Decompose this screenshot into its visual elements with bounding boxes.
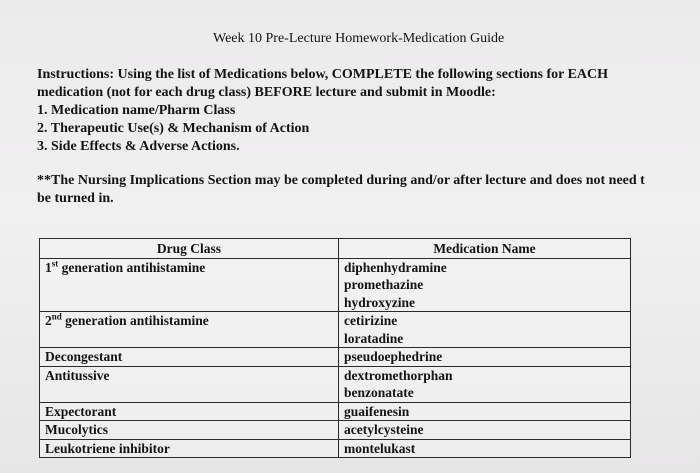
drug-class-cell [40,258,339,312]
medication-name: guaifenesin [344,403,410,419]
medication-name: benzonatate [344,385,414,400]
instructions-item-3: 3. Side Effects & Adverse Actions. [37,139,240,154]
medication-cell [339,366,631,402]
medication-name: loratadine [344,330,404,346]
nursing-implications-note [37,172,645,208]
medication-cell [339,439,631,458]
drug-class-cell: Decongestant [40,348,339,367]
table-row [40,439,631,458]
drug-class-cell: Antitussive [40,366,339,402]
class-ordinal-number: 1 [45,259,52,275]
table-row [40,348,631,367]
medication-name: diphenhydramine [344,259,447,275]
header-drug-class: Drug Class [40,239,339,259]
header-medication-name: Medication Name [339,239,631,259]
instructions-line-2: medication (not for each drug class) BEFORE lecture and submit in Moodle: [37,85,496,100]
drug-class-cell: Leukotriene inhibitor [40,439,339,458]
table-row [40,366,631,402]
medication-table [39,238,631,458]
medication-name: pseudoephedrine [344,349,443,364]
medication-name: cetirizine [344,313,398,328]
note-line-2: be turned in. [37,191,114,206]
drug-class-cell [40,312,339,348]
table-header-row [40,239,631,259]
note-line-1: **The Nursing Implications Section may be completed during and/or after lecture and does not need t [37,173,645,188]
class-name-text: generation antihistamine [61,313,209,328]
document-title: Week 10 Pre-Lecture Homework-Medication Guide [213,31,505,46]
medication-name: montelukast [344,440,416,456]
instructions-line-1: Instructions: Using the list of Medications below, COMPLETE the following sections for EACH [37,67,609,82]
medication-cell [339,312,631,348]
medication-cell [339,402,631,421]
instructions-block [37,66,697,156]
instructions-item-1: 1. Medication name/Pharm Class [37,103,236,118]
medication-name: hydroxyzine [344,294,416,310]
table-row [40,402,631,421]
table-row [40,258,631,312]
class-name-text: generation antihistamine [58,259,206,275]
table-row [40,421,631,440]
drug-class-cell: Mucolytics [40,421,339,440]
medication-cell [339,421,631,440]
medication-name: acetylcysteine [344,422,424,437]
medication-cell [339,258,631,312]
class-ordinal-suffix: st [51,258,59,268]
class-ordinal-suffix: nd [51,311,62,322]
class-ordinal-number: 2 [45,313,52,328]
medication-name: promethazine [344,277,424,292]
drug-class-cell: Expectorant [40,402,339,421]
table-row [40,312,631,348]
medication-cell [339,348,631,367]
medication-name: dextromethorphan [344,367,453,383]
instructions-item-2: 2. Therapeutic Use(s) & Mechanism of Action [37,121,310,136]
